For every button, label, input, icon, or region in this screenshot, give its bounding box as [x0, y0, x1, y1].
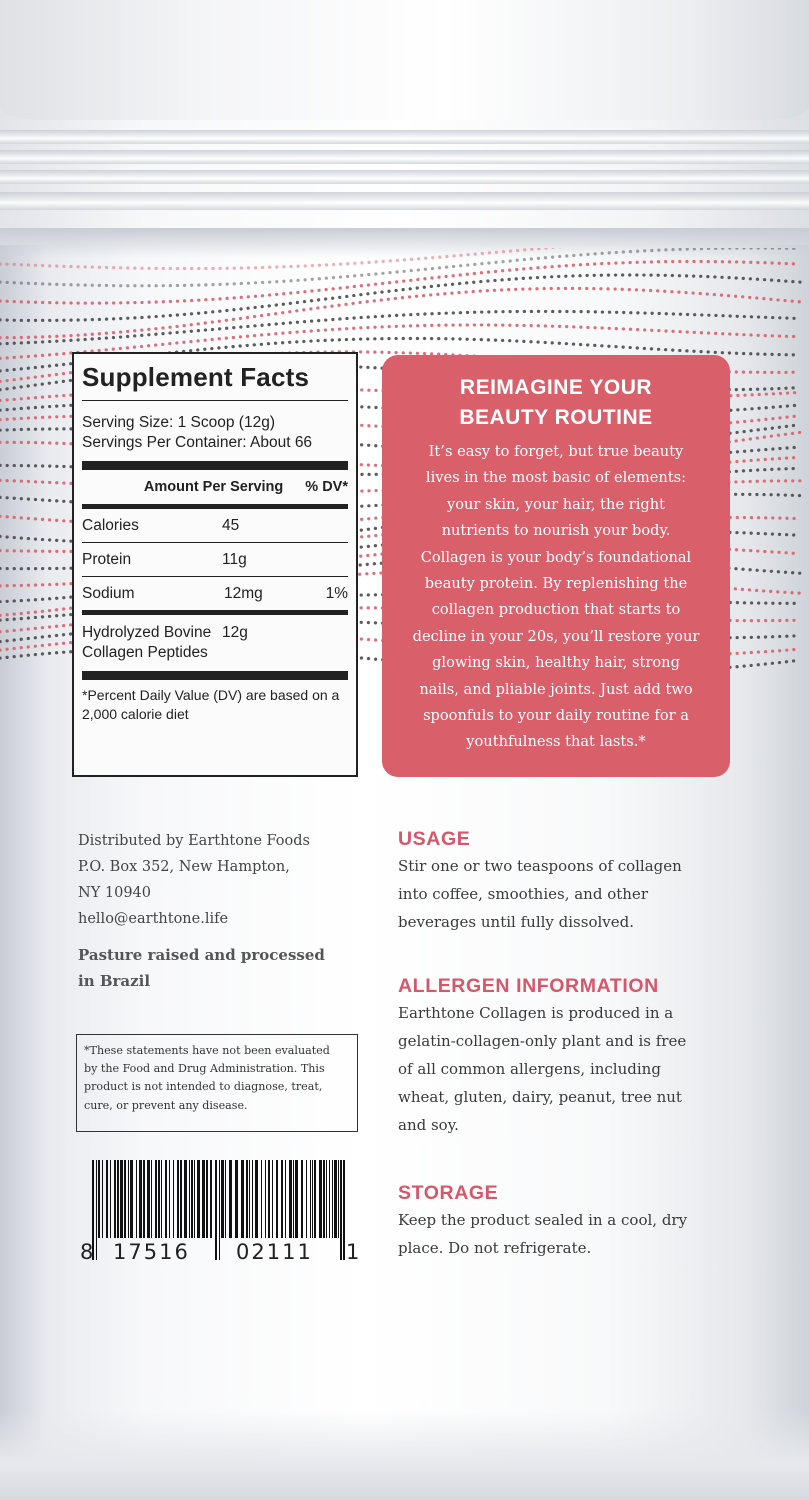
- facts-row-collagen-peptides: [82, 615, 348, 671]
- barcode-bar: [202, 1160, 205, 1238]
- nutrient-dv: 1%: [325, 584, 348, 602]
- barcode-bar: [106, 1160, 108, 1238]
- barcode-bar: [261, 1160, 262, 1238]
- barcode-digits-right: 02111: [236, 1240, 313, 1264]
- nutrient-amount: 11g: [222, 550, 247, 568]
- barcode-bar: [180, 1160, 182, 1238]
- lid-ridge: [0, 192, 809, 210]
- serving-size: Serving Size: 1 Scoop (12g): [82, 414, 275, 431]
- facts-row-calories: [82, 509, 348, 542]
- usage-line: beverages until fully dissolved.: [398, 913, 634, 931]
- barcode-bar: [114, 1160, 116, 1238]
- beauty-title-line1: REIMAGINE YOUR: [459, 376, 653, 399]
- barcode-bar: [289, 1160, 292, 1238]
- beauty-routine-panel: [382, 355, 730, 777]
- beauty-body-line: Collagen is your body’s foundational: [420, 548, 692, 566]
- lid-ridge: [0, 130, 809, 144]
- barcode-bar: [165, 1160, 167, 1238]
- barcode-digits: [80, 1240, 360, 1270]
- dot-row: [0, 248, 800, 269]
- distributor-line: Distributed by Earthtone Foods: [78, 833, 310, 849]
- disclaimer-line: product is not intended to diagnose, treat,: [84, 1080, 323, 1094]
- barcode-bar: [246, 1160, 248, 1238]
- barcode-bar: [161, 1160, 162, 1238]
- barcode-bar: [334, 1160, 337, 1238]
- barcode-bar: [139, 1160, 142, 1238]
- nutrient-name: Sodium: [82, 584, 135, 602]
- barcode-bar: [249, 1160, 250, 1238]
- beauty-body-line: collagen production that starts to: [431, 601, 681, 619]
- barcode-bar: [272, 1160, 273, 1238]
- barcode-bar: [306, 1160, 307, 1238]
- container-bottom-shade: [0, 1410, 809, 1500]
- distributor-info: [78, 828, 368, 932]
- facts-row-protein: [82, 543, 348, 576]
- facts-footnote: [82, 680, 348, 724]
- storage-line: place. Do not refrigerate.: [398, 1239, 592, 1257]
- beauty-body-line: youthfulness that lasts.*: [466, 733, 646, 751]
- container-lid: [0, 0, 809, 245]
- barcode-bar: [177, 1160, 179, 1238]
- barcode-bar: [110, 1160, 111, 1238]
- beauty-title-line2: BEAUTY ROUTINE: [459, 406, 653, 429]
- disclaimer-line: cure, or prevent any disease.: [84, 1098, 248, 1112]
- fda-disclaimer-box: [76, 1034, 358, 1132]
- barcode-bar: [124, 1160, 126, 1238]
- lid-top: [0, 0, 809, 120]
- barcode-bar: [194, 1160, 195, 1238]
- storage-body: [398, 1206, 738, 1262]
- barcode-bar: [173, 1160, 174, 1238]
- allergen-line: of all common allergens, including: [398, 1060, 661, 1078]
- barcode-bar: [255, 1160, 258, 1238]
- beauty-body-line: decline in your 20s, you’ll restore your: [412, 627, 700, 645]
- barcode-bar: [155, 1160, 157, 1238]
- distributor-address-line: P.O. Box 352, New Hampton,: [78, 859, 290, 875]
- usage-section: [398, 826, 738, 936]
- distributor-address-line: NY 10940: [78, 885, 151, 901]
- barcode-bar: [276, 1160, 278, 1238]
- barcode-bar: [326, 1160, 327, 1238]
- barcode-bar: [265, 1160, 266, 1238]
- barcode-bar: [268, 1160, 270, 1238]
- barcode-bar: [332, 1160, 333, 1238]
- barcode-bar: [206, 1160, 208, 1238]
- allergen-line: wheat, gluten, dairy, peanut, tree nut: [398, 1088, 682, 1106]
- dv-header: % DV*: [305, 479, 348, 495]
- peptides-amount: 12g: [222, 624, 248, 641]
- barcode-digit-check: 1: [346, 1240, 360, 1264]
- footnote-line2: 2,000 calorie diet: [82, 706, 189, 722]
- barcode-bar: [312, 1160, 313, 1238]
- barcode-bar: [221, 1160, 224, 1238]
- barcode-bar: [143, 1160, 145, 1238]
- barcode-bar: [295, 1160, 298, 1238]
- disclaimer-line: *These statements have not been evaluated: [84, 1044, 330, 1057]
- allergen-heading: ALLERGEN INFORMATION: [398, 975, 659, 997]
- usage-heading: USAGE: [398, 828, 471, 850]
- allergen-body: [398, 999, 738, 1139]
- servings-per-container: Servings Per Container: About 66: [82, 434, 313, 451]
- beauty-body-line: nails, and pliable joints. Just add two: [419, 680, 693, 698]
- barcode-bar: [191, 1160, 193, 1238]
- supplement-facts-title: Supplement Facts: [82, 362, 310, 392]
- supplement-facts-panel: [72, 352, 358, 777]
- nutrient-name: Protein: [82, 550, 132, 568]
- barcode-digit-lead: 8: [80, 1240, 94, 1264]
- barcode-bar: [285, 1160, 286, 1238]
- barcode-bar: [189, 1160, 190, 1238]
- barcode-bar: [184, 1160, 187, 1238]
- origin-line: Pasture raised and processed: [78, 946, 325, 964]
- beauty-body-line: lives in the most basic of elements:: [425, 469, 687, 487]
- barcode-bar: [323, 1160, 325, 1238]
- barcode-bar: [241, 1160, 244, 1238]
- barcode-bar: [293, 1160, 294, 1238]
- beauty-body-line: glowing skin, healthy hair, strong: [432, 654, 680, 672]
- usage-line: into coffee, smoothies, and other: [398, 885, 648, 903]
- barcode-bar: [136, 1160, 137, 1238]
- storage-section: [398, 1180, 738, 1262]
- beauty-body-line: your skin, your hair, the right: [447, 495, 665, 513]
- barcode-bar: [235, 1160, 238, 1238]
- usage-body: [398, 852, 738, 936]
- barcode-bar: [210, 1160, 212, 1238]
- barcode-bar: [301, 1160, 303, 1238]
- barcode-bar: [281, 1160, 283, 1238]
- origin-info: [78, 942, 368, 994]
- nutrient-amount: 12mg: [224, 584, 263, 602]
- dot-row: [0, 311, 800, 343]
- allergen-line: Earthtone Collagen is produced in a: [398, 1004, 674, 1022]
- storage-line: Keep the product sealed in a cool, dry: [398, 1211, 688, 1229]
- beauty-body-line: It’s easy to forget, but true beauty: [428, 443, 684, 460]
- allergen-section: [398, 973, 738, 1139]
- barcode-bar: [158, 1160, 160, 1238]
- barcode-bar: [310, 1160, 311, 1238]
- barcode-bar: [128, 1160, 129, 1238]
- barcode-bar: [252, 1160, 253, 1238]
- barcode-bar: [147, 1160, 150, 1238]
- facts-header-row: [82, 470, 348, 504]
- barcode-bar: [130, 1160, 133, 1238]
- barcode-bar: [338, 1160, 339, 1238]
- beauty-body-line: spoonfuls to your daily routine for a: [423, 707, 689, 725]
- barcode-bar: [197, 1160, 200, 1238]
- origin-line: in Brazil: [78, 972, 151, 990]
- barcode-bar: [329, 1160, 330, 1238]
- allergen-line: gelatin-collagen-only plant and is free: [398, 1032, 687, 1050]
- barcode-digits-left: 17516: [113, 1240, 190, 1264]
- barcode-bar: [169, 1160, 170, 1238]
- barcode-bar: [225, 1160, 226, 1238]
- beauty-body-line: beauty protein. By replenishing the: [424, 575, 688, 593]
- facts-row-sodium: [82, 577, 348, 610]
- nutrient-name: Calories: [82, 516, 139, 534]
- beauty-body: [396, 439, 716, 756]
- footnote-line1: *Percent Daily Value (DV) are based on a: [82, 687, 340, 703]
- barcode-bar: [117, 1160, 119, 1238]
- barcode-bar: [151, 1160, 152, 1238]
- usage-line: Stir one or two teaspoons of collagen: [398, 857, 682, 875]
- storage-heading: STORAGE: [398, 1182, 499, 1204]
- peptides-name-line2: Collagen Peptides: [82, 644, 208, 661]
- lid-ridge: [0, 150, 809, 164]
- barcode-bar: [120, 1160, 123, 1238]
- barcode-bar: [98, 1160, 100, 1238]
- amount-per-serving-header: Amount Per Serving: [143, 479, 284, 495]
- lid-ridge: [0, 170, 809, 184]
- barcode-bar: [229, 1160, 232, 1238]
- distributor-email: hello@earthtone.life: [78, 911, 229, 927]
- barcode-bar: [102, 1160, 103, 1238]
- beauty-body-line: nutrients to nourish your body.: [441, 522, 671, 540]
- allergen-line: and soy.: [398, 1116, 459, 1134]
- nutrient-amount: 45: [222, 516, 240, 534]
- peptides-name-line1: Hydrolyzed Bovine: [82, 624, 212, 641]
- disclaimer-line: by the Food and Drug Administration. This: [84, 1062, 325, 1076]
- barcode-bar: [314, 1160, 316, 1238]
- barcode-bar: [319, 1160, 322, 1238]
